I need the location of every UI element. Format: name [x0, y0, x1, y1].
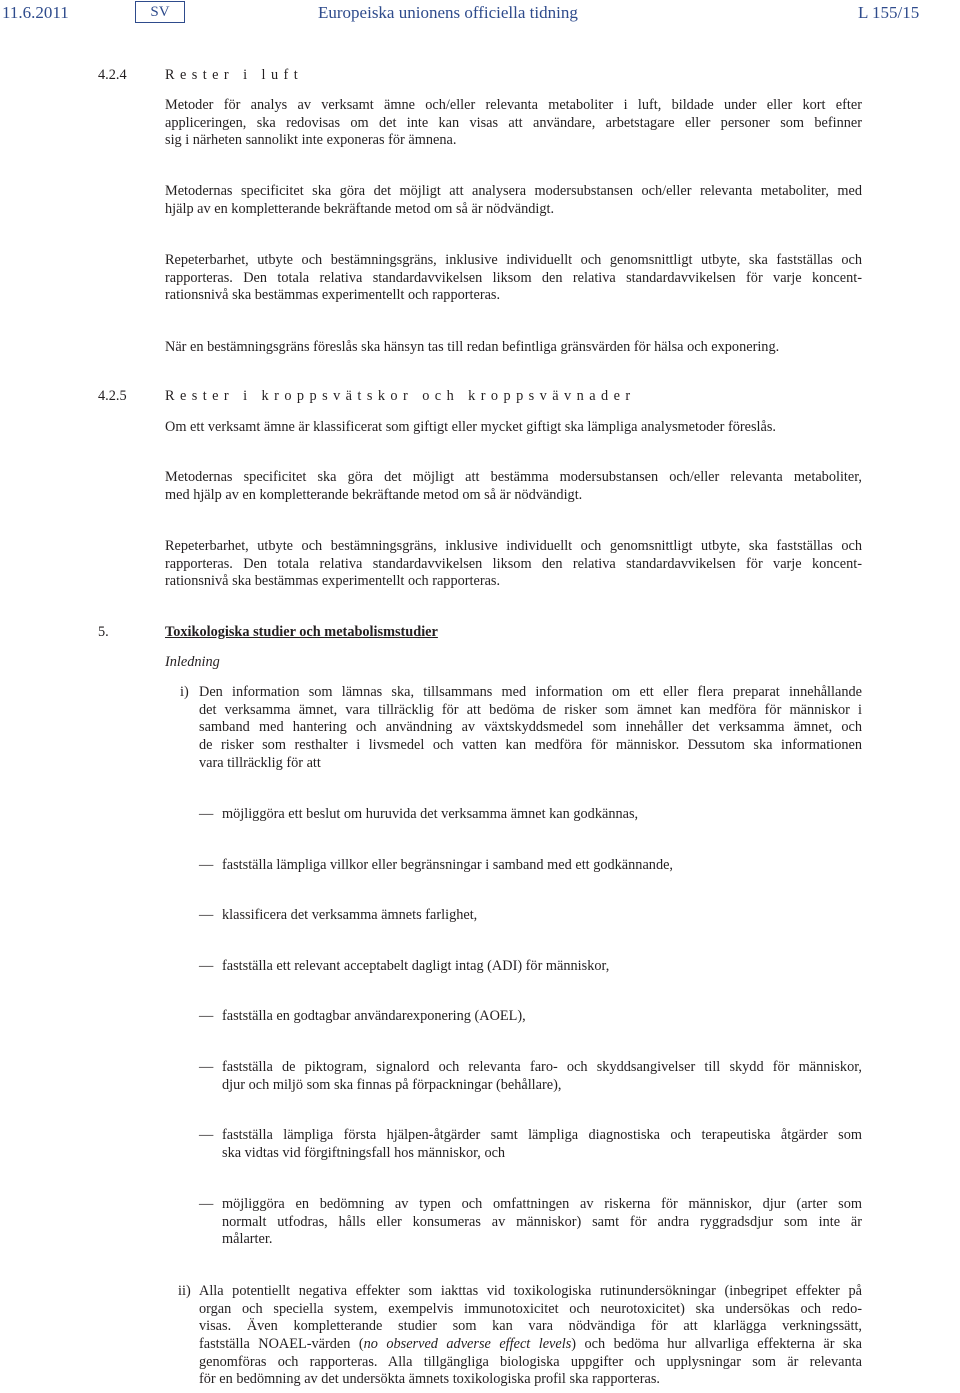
list-item: fastställa en godtagbar användarexponering (AOEL),: [222, 1008, 526, 1024]
list-item: möjliggöra ett beslut om huruvida det verksamma ämnet kan godkännas,: [222, 806, 639, 822]
subsection-title: Inledning: [165, 654, 220, 670]
paragraph-424-1: Metoder för analys av verksamt ämne och/eller relevanta metaboliter i luft, bildade under eller kort efter appliceringen, ska redovisas om det inte kan visas att användare, arbetstagare eller personer som befinner sig i närheten sannolikt inte exponeras för ämnena.: [165, 97, 862, 149]
list-item: fastställa lämpliga villkor eller begränsningar i samband med ett godkännande,: [222, 857, 674, 873]
dash-2: —: [199, 857, 214, 873]
paragraph-425-3: Repeterbarhet, utbyte och bestämningsgräns, inklusive individuellt och genomsnittligt utbyte, ska fastställas och rapporteras. Den totala relativa standardavvikelsen liksom den relativa standardavvikelsen för varje koncent- rationsnivå ska bestämmas experimentellt och rapporteras.: [165, 538, 862, 590]
dash-4: —: [199, 958, 214, 974]
item-ii-text: Alla potentiellt negativa effekter som iakttas vid toxikologiska rutinundersökningar (inbegripet effekter på organ och speciella system, exempelvis immunotoxicitet och neurotoxicitet) ska undersökas och redo- visas. Även kompletterande studier som kan vara nödvändiga för att klarlägga verkningssätt, fastställa NOAEL-värden (no observed adverse effect levels) och bedöma hur allvarliga effekterna är ska genomföras och rapporteras. Alla tillgängliga biologiska uppgifter och upplysningar som är relevanta för en bedömning av det undersökta ämnets toxikologiska profil ska rapporteras.: [199, 1283, 863, 1388]
dash-5: —: [199, 1008, 214, 1024]
list-item: klassificera det verksamma ämnets farlighet,: [222, 907, 478, 923]
dash-8: —: [199, 1196, 214, 1212]
paragraph-425-2: Metodernas specificitet ska göra det möjligt att bestämma modersubstansen och/eller relevanta metaboliter, med hjälp av en kompletterande bekräftande metod om så är nödvändigt.: [165, 469, 862, 503]
dash-3: —: [199, 907, 214, 923]
item-label-i: i): [180, 684, 189, 700]
list-item: fastställa de piktogram, signalord och relevanta faro- och skyddsangivelser till skydd för människor, djur och miljö som ska finnas på förpackningar (behållare),: [222, 1059, 862, 1093]
list-item: möjliggöra en bedömning av typen och omfattningen av riskerna för människor, djur (arter som normalt utfodras, hålls eller konsumeras av människor) samt för andra ryggradsdjur som inte är målarter.: [222, 1196, 862, 1248]
item-i-text: Den information som lämnas ska, tillsammans med information om ett eller flera preparat innehållande det verksamma ämnet, vara tillräcklig för att bedöma de risker som ämnet kan medföra för människor i samband med hantering och användning av växtskyddsmedel som innehåller det verksamma ämnet, och de risker som resthalter i livsmedel och vatten kan medföra för människor. Dessutom ska informationen vara tillräcklig för att: [199, 684, 862, 771]
page-number: L 155/15: [858, 3, 920, 22]
item-label-ii: ii): [178, 1283, 191, 1299]
language-badge: SV: [135, 1, 185, 23]
dash-1: —: [199, 806, 214, 822]
section-number-5: 5.: [98, 624, 109, 640]
journal-title: Europeiska unionens officiella tidning: [318, 3, 578, 22]
section-number-424: 4.2.4: [98, 67, 127, 83]
list-item: fastställa ett relevant acceptabelt dagligt intag (ADI) för människor,: [222, 958, 610, 974]
list-item: fastställa lämpliga första hjälpen-åtgärder samt lämpliga diagnostiska och terapeutiska åtgärder som ska vidtas vid förgiftningsfall hos människor, och: [222, 1127, 862, 1161]
paragraph-424-3: Repeterbarhet, utbyte och bestämningsgräns, inklusive individuellt och genomsnittligt utbyte, ska fastställas och rapporteras. Den totala relativa standardavvikelsen liksom den relativa standardavvikelsen för varje koncent- rationsnivå ska bestämmas experimentellt och rapporteras.: [165, 252, 862, 304]
dash-6: —: [199, 1059, 214, 1075]
section-title-424: Rester i luft: [165, 67, 304, 83]
section-title-425: Rester i kroppsvätskor och kroppsvävnader: [165, 388, 636, 404]
section-title-5: Toxikologiska studier och metabolismstudier: [165, 624, 438, 640]
header-date: 11.6.2011: [2, 3, 69, 22]
paragraph-424-4: När en bestämningsgräns föreslås ska hänsyn tas till redan befintliga gränsvärden för hälsa och exponering.: [165, 339, 780, 355]
paragraph-425-1: Om ett verksamt ämne är klassificerat som giftigt eller mycket giftigt ska lämpliga analysmetoder föreslås.: [165, 419, 777, 435]
section-number-425: 4.2.5: [98, 388, 127, 404]
paragraph-424-2: Metodernas specificitet ska göra det möjligt att analysera modersubstansen och/eller relevanta metaboliter, med hjälp av en kompletterande bekräftande metod om så är nödvändigt.: [165, 183, 862, 217]
dash-7: —: [199, 1127, 214, 1143]
